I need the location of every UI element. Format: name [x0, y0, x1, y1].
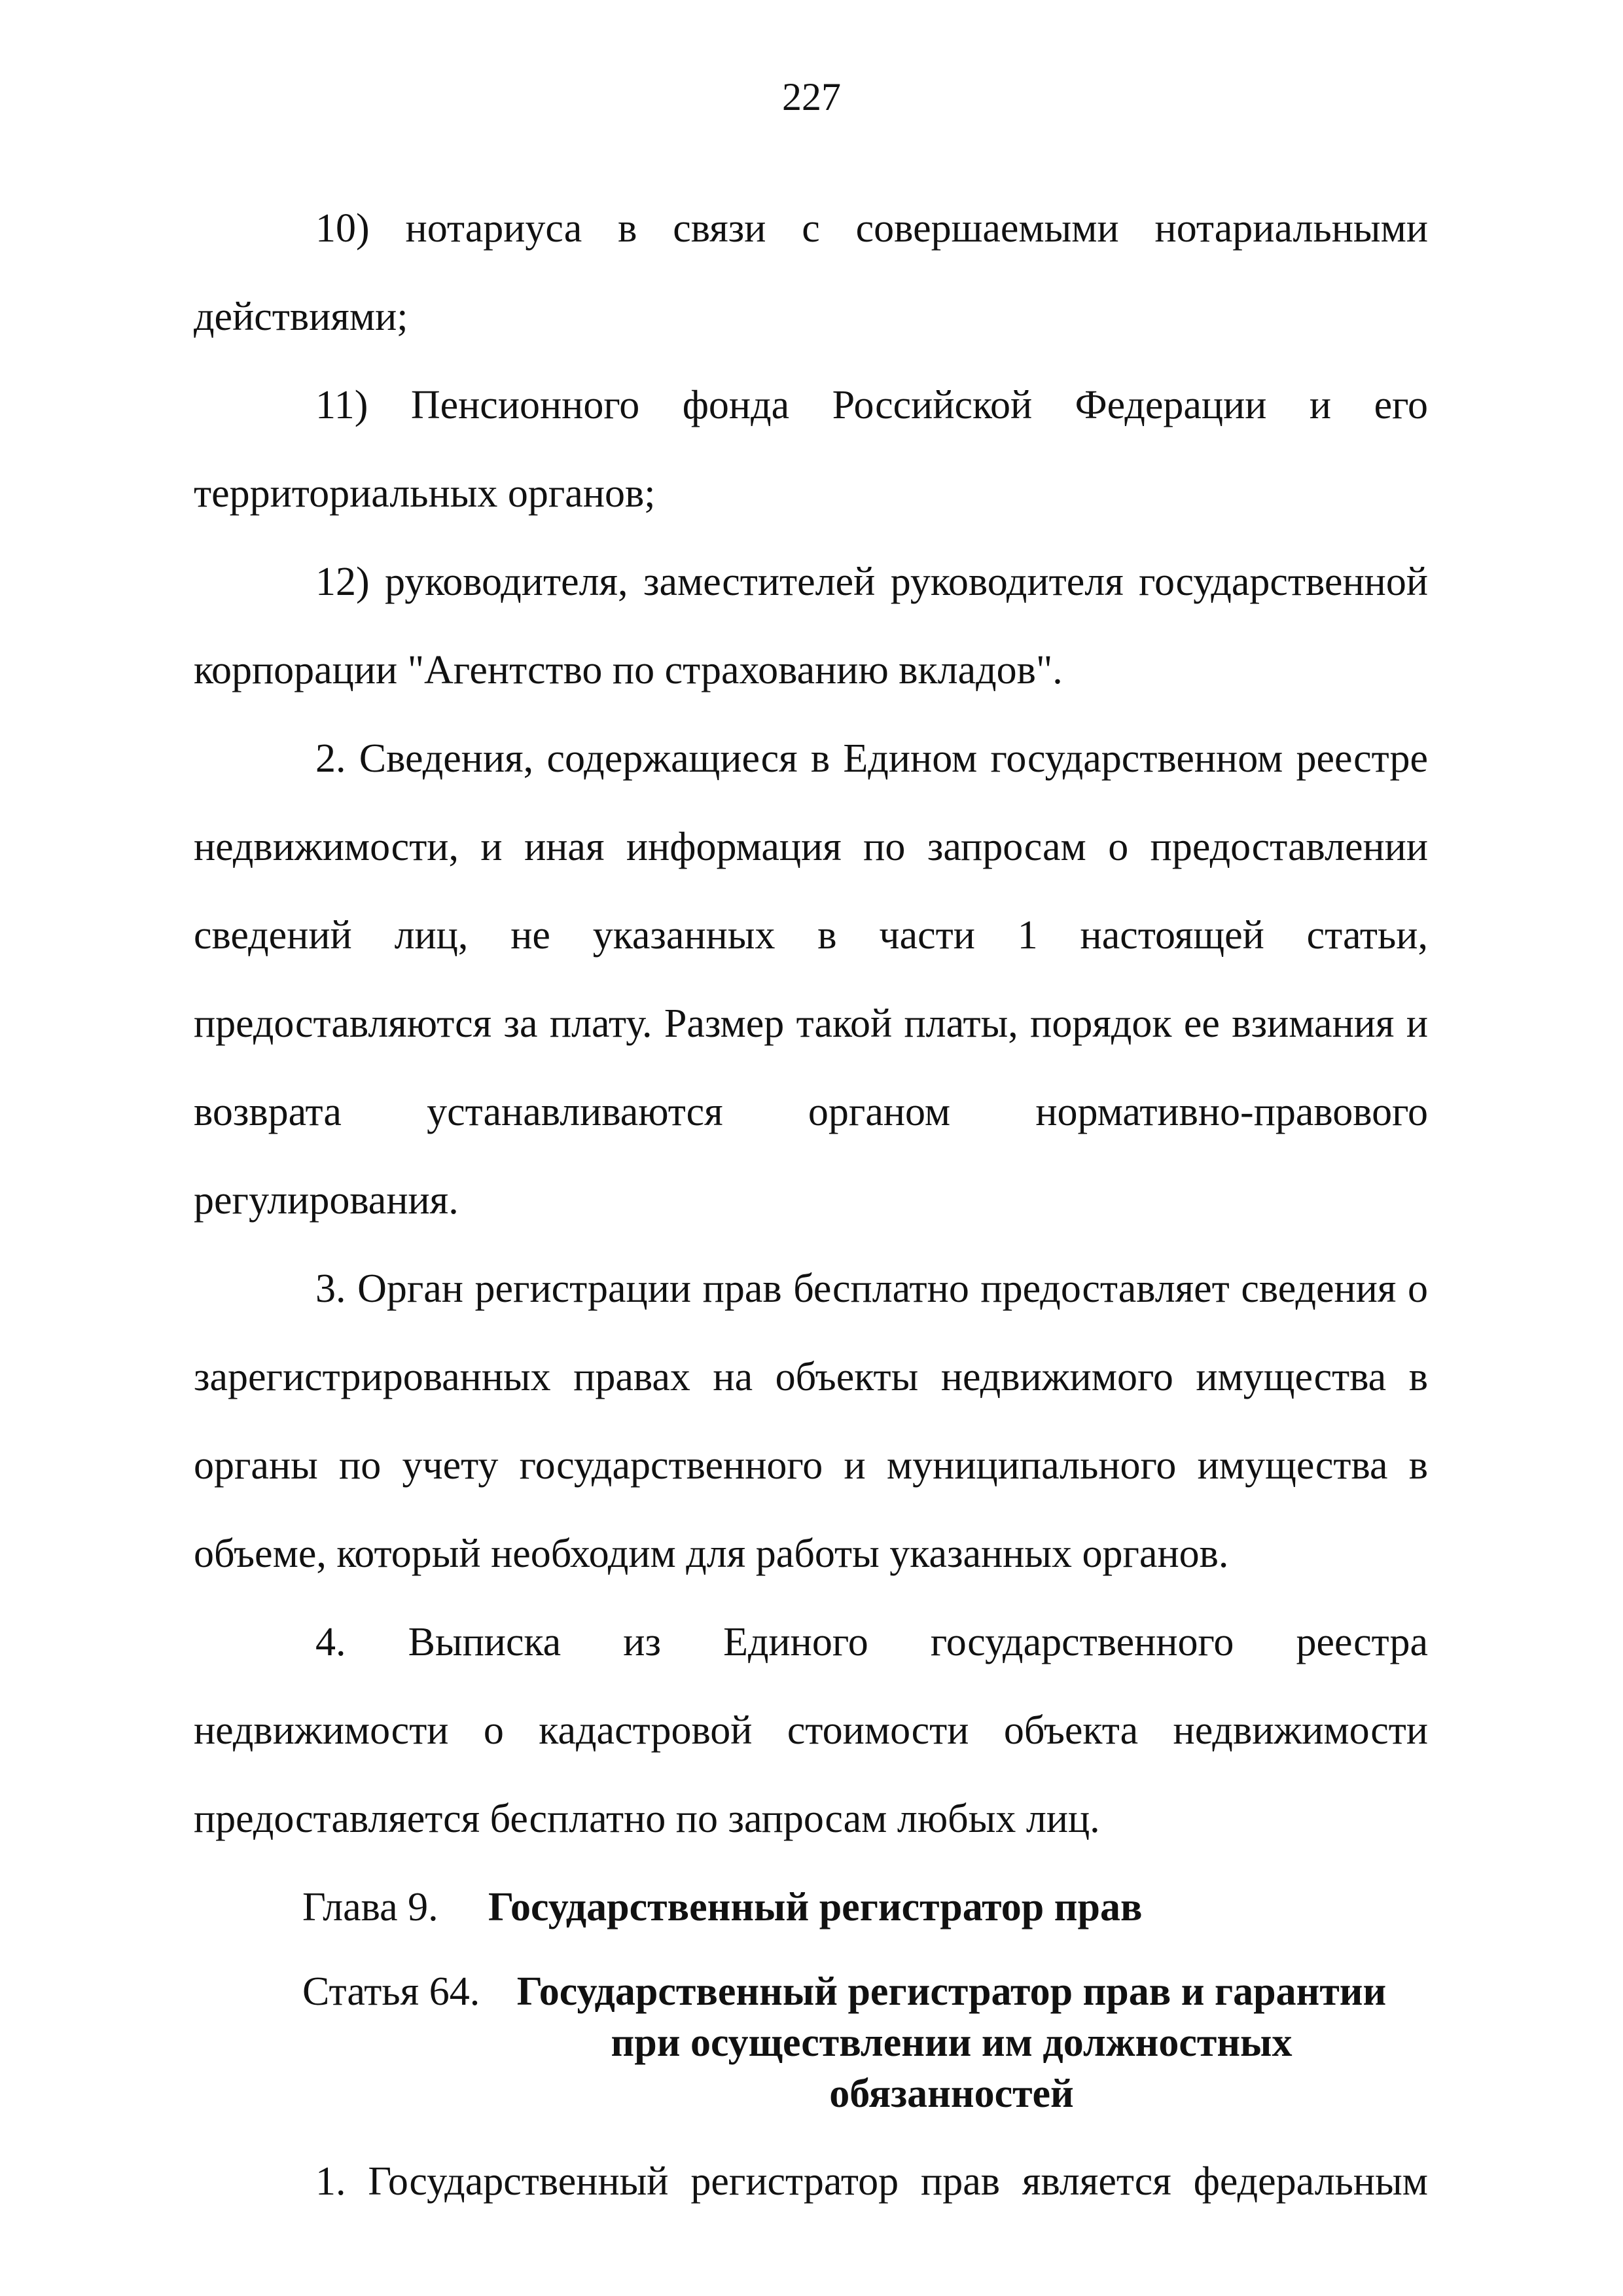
paragraph-part-2: 2. Сведения, содержащиеся в Едином государственном реестре недвижимости, и иная информация по запросам о предоставлении сведений лиц, не указанных в части 1 настоящей статьи, предоставляются за плату. Размер такой платы, порядок ее взимания и возврата устанавливаются органом нормативно-правового регулирования. [194, 736, 1428, 1223]
article-label: Статья 64. [302, 1969, 480, 2014]
paragraph-item-12: 12) руководителя, заместителей руководителя государственной корпорации "Агентство по страхованию вкладов". [194, 560, 1428, 692]
paragraph-part-4: 4. Выписка из Единого государственного реестра недвижимости о кадастровой стоимости объекта недвижимости предоставляется бесплатно по запросам любых лиц. [194, 1620, 1428, 1841]
paragraph-article-part-1: 1. Государственный регистратор прав является федеральным [315, 2159, 1428, 2204]
chapter-title: Государственный регистратор прав [488, 1885, 1143, 1929]
article-title: Государственный регистратор прав и гарантии при осуществлении им должностных обязанностей [516, 1969, 1387, 2116]
page-number: 227 [782, 75, 841, 118]
chapter-label: Глава 9. [302, 1885, 438, 1929]
document-body [194, 185, 1428, 2226]
paragraph-item-11: 11) Пенсионного фонда Российской Федерации и его территориальных органов; [194, 383, 1428, 516]
article-heading [194, 1966, 1428, 2119]
paragraph-item-10: 10) нотариуса в связи с совершаемыми нотариальными действиями; [194, 206, 1428, 339]
chapter-heading [194, 1863, 1428, 1952]
paragraph-part-3: 3. Орган регистрации прав бесплатно предоставляет сведения о зарегистрированных правах на объекты недвижимого имущества в органы по учету государственного и муниципального имущества в объеме, который необходим для работы указанных органов. [194, 1266, 1428, 1576]
